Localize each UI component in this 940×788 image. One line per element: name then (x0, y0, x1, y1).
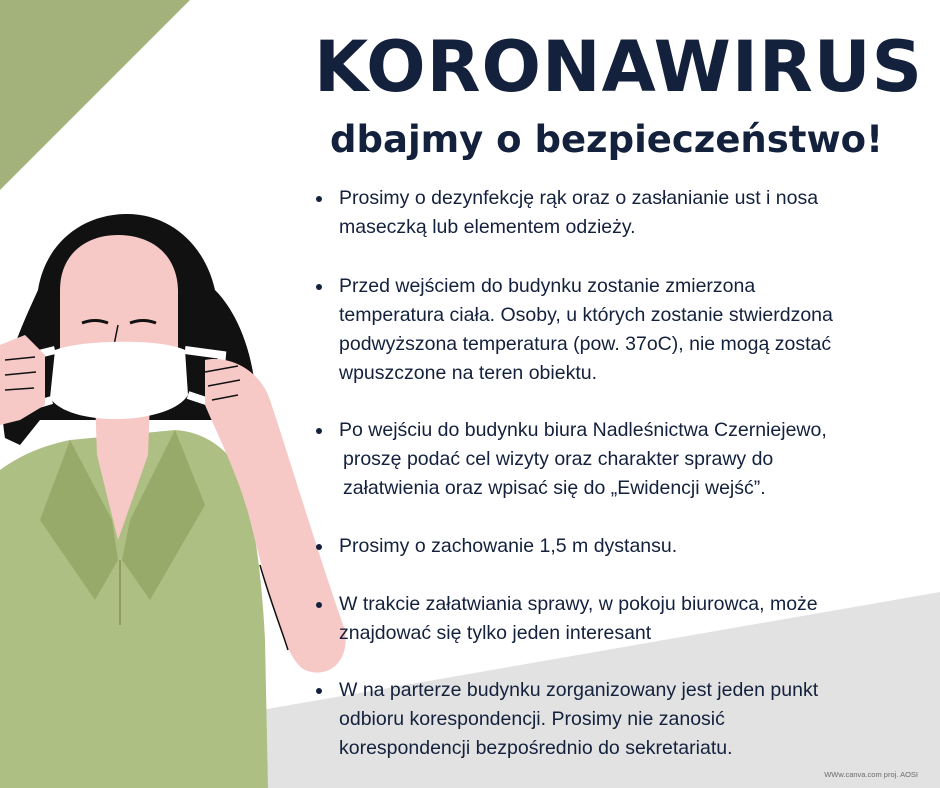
bullet-dot-icon (316, 688, 322, 694)
list-item-line: znajdować się tylko jeden interesant (339, 622, 652, 644)
list-item-line: proszę podać cel wizyty oraz charakter sprawy do (343, 448, 774, 470)
list-item-line: Przed wejściem do budynku zostanie zmierzona (339, 275, 756, 297)
list-item-line: maseczką lub elementem odzieży. (339, 216, 636, 238)
list-item-line: odbioru korespondencji. Prosimy nie zanosić (339, 708, 725, 730)
green-corner-triangle (0, 0, 190, 190)
credit-text: WWw.canva.com proj. AOSI (824, 770, 918, 779)
list-item-line: załatwienia oraz wpisać się do „Ewidencji wejść”. (343, 477, 766, 499)
page-subtitle: dbajmy o bezpieczeństwo! (330, 118, 883, 161)
page-title: KORONAWIRUS (314, 26, 924, 108)
list-item-line: Prosimy o dezynfekcję rąk oraz o zasłanianie ust i nosa (339, 187, 819, 209)
list-item-line: Po wejściu do budynku biura Nadleśnictwa Czerniejewo, (339, 419, 827, 441)
list-item-line: wpuszczone na teren obiektu. (339, 362, 597, 384)
bullet-dot-icon (316, 544, 322, 550)
bullet-dot-icon (316, 196, 322, 202)
woman-illustration (0, 214, 346, 788)
bullet-dot-icon (316, 428, 322, 434)
list-item-line: Prosimy o zachowanie 1,5 m dystansu. (339, 535, 678, 557)
list-item-line: podwyższona temperatura (pow. 37oC), nie mogą zostać (339, 333, 832, 355)
list-item-line: temperatura ciała. Osoby, u których zostanie stwierdzona (339, 304, 833, 326)
list-item-line: korespondencji bezpośrednio do sekretariatu. (339, 737, 733, 759)
bullet-dot-icon (316, 602, 322, 608)
list-item-line: W na parterze budynku zorganizowany jest jeden punkt (339, 679, 819, 701)
list-item-line: W trakcie załatwiania sprawy, w pokoju biurowca, może (339, 593, 818, 615)
bullet-dot-icon (316, 284, 322, 290)
face-mask (50, 342, 188, 419)
